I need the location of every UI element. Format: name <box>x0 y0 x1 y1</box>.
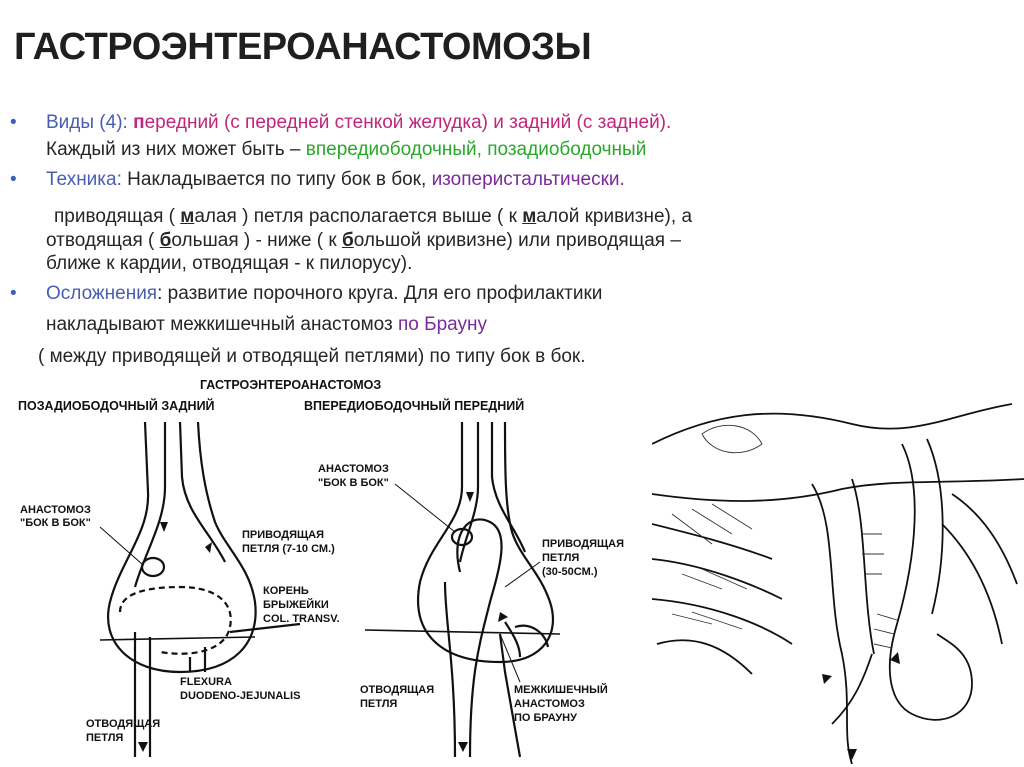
braun-label-1: МЕЖКИШЕЧНЫЙ <box>514 684 608 696</box>
left-afferent-label-2: ПЕТЛЯ (7-10 СМ.) <box>242 543 335 555</box>
bullet-dot: • <box>10 283 17 304</box>
right-anastomosis-label-1: АНАСТОМОЗ <box>318 463 389 475</box>
technique-label: Техника: <box>46 169 122 190</box>
right-diagram-arrows <box>458 492 508 752</box>
bullet-3-line-3: ( между приводящей и отводящей петлями) по типу бок в бок. <box>38 346 586 367</box>
bullet-3-line-1: Осложнения: развитие порочного круга. Для его профилактики <box>46 283 603 304</box>
left-efferent-label-2: ПЕТЛЯ <box>86 732 124 744</box>
types-options: впередиободочный, позадиободочный <box>305 139 647 160</box>
bullet-2-line-1: Техника: Накладывается по типу бок в бок, изоперистальтически. <box>46 169 625 190</box>
right-afferent-label-1: ПРИВОДЯЩАЯ <box>542 538 625 550</box>
bullet-1-line-2: Каждый из них может быть – впередиободочный, позадиободочный <box>46 139 647 160</box>
braun-label-3: ПО БРАУНУ <box>514 712 577 724</box>
left-figure-title: ПОЗАДИОБОДОЧНЫЙ ЗАДНИЙ <box>18 399 215 413</box>
right-afferent-label-3: (30-50СМ.) <box>542 566 598 578</box>
bullet-dot: • <box>10 112 17 133</box>
anatomical-illustration <box>652 384 1024 764</box>
left-efferent-label-1: ОТВОДЯЩАЯ <box>86 718 161 730</box>
types-label: Виды (4): <box>46 112 128 133</box>
right-afferent-label-2: ПЕТЛЯ <box>542 552 580 564</box>
braun-link-text: по Брауну <box>398 314 488 335</box>
bullet-3-line-2: накладывают межкишечный анастомоз по Брауну <box>46 314 488 335</box>
root-label-1: КОРЕНЬ <box>263 585 309 597</box>
bullet-2-line-2: приводящая ( малая ) петля располагается выше ( к малой кривизне), а <box>54 206 693 227</box>
figure-main-title: ГАСТРОЭНТЕРОАНАСТОМОЗ <box>200 378 382 392</box>
left-anastomosis-label-1: АНАСТОМОЗ <box>20 504 91 516</box>
right-efferent-label-2: ПЕТЛЯ <box>360 698 398 710</box>
right-efferent-label-1: ОТВОДЯЩАЯ <box>360 684 435 696</box>
left-anastomosis-label-2: "БОК В БОК" <box>20 517 91 529</box>
right-anastomosis-label-2: "БОК В БОК" <box>318 477 389 489</box>
complications-label: Осложнения <box>46 283 158 304</box>
root-label-3: COL. TRANSV. <box>263 613 340 625</box>
flexura-label-1: FLEXURA <box>180 676 232 688</box>
flexura-label-2: DUODENO-JEJUNALIS <box>180 690 301 702</box>
bullet-2-line-3: отводящая ( большая ) - ниже ( к большой кривизне) или приводящая – <box>46 230 681 251</box>
braun-label-2: АНАСТОМОЗ <box>514 698 585 710</box>
technique-emphasis: изоперистальтически. <box>431 169 625 190</box>
bullet-1-line-1 <box>46 110 671 135</box>
bullet-2-line-4: ближе к кардии, отводящая - к пилорусу). <box>46 253 413 274</box>
root-label-2: БРЫЖЕЙКИ <box>263 599 329 611</box>
right-figure-title: ВПЕРЕДИОБОДОЧНЫЙ ПЕРЕДНИЙ <box>304 399 525 413</box>
left-afferent-label-1: ПРИВОДЯЩАЯ <box>242 529 325 541</box>
anastomosis-schematic-figure <box>0 372 650 764</box>
bullet-dot: • <box>10 169 17 190</box>
slide-title: ГАСТРОЭНТЕРОАНАСТОМОЗЫ <box>14 26 592 68</box>
types-text: передний (с передней стенкой желудка) и задний (с задней). <box>133 112 672 133</box>
